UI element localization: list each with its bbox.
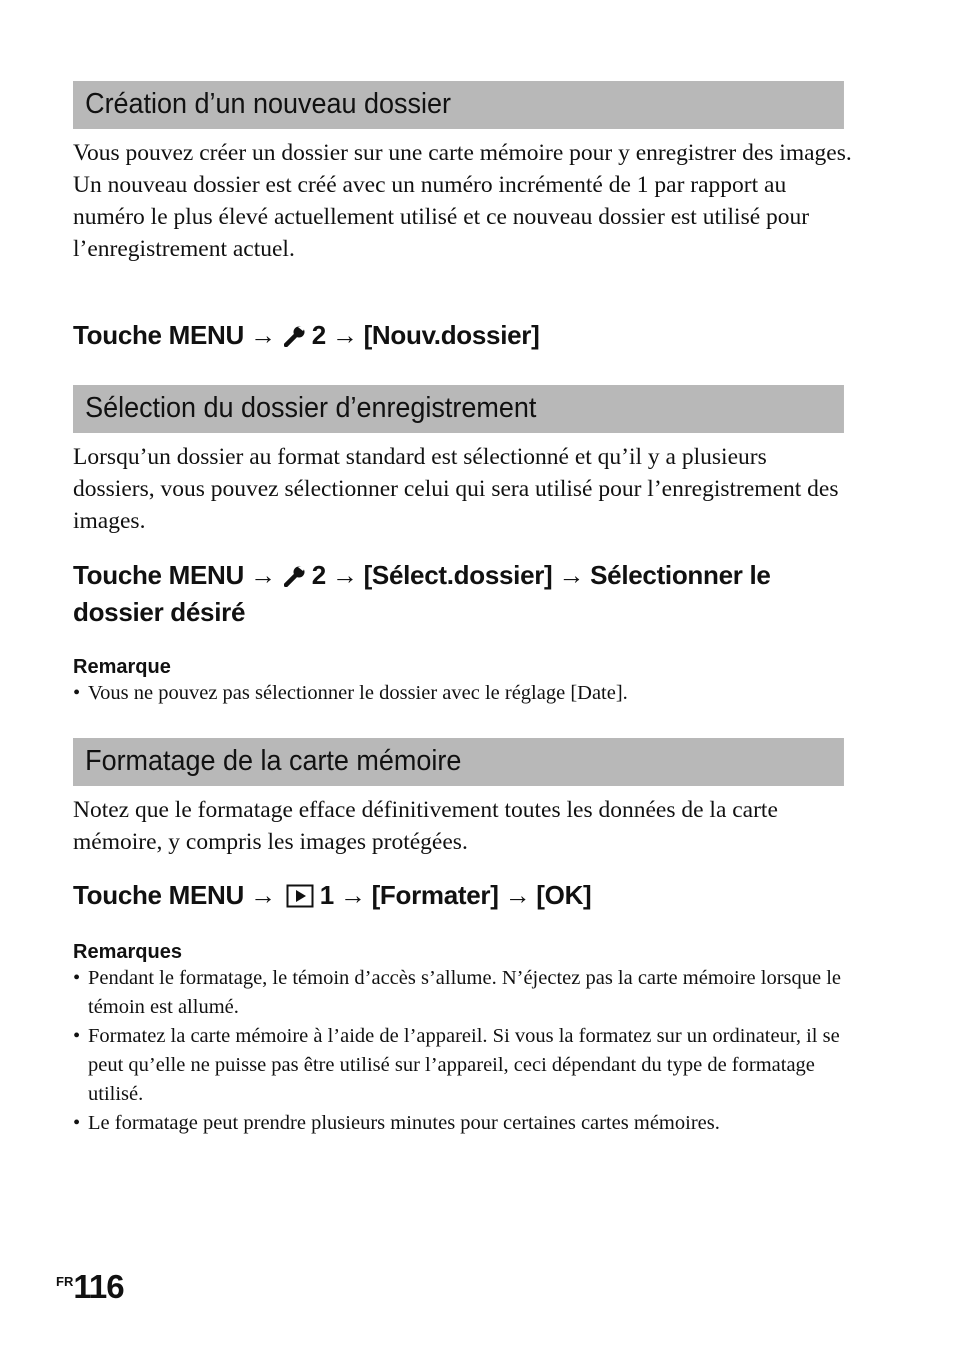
menu-step: [OK] (536, 880, 592, 910)
menu-path (73, 318, 853, 355)
menu-item: [Nouv.dossier] (363, 320, 540, 350)
menu-tab-number: 2 (311, 560, 326, 590)
menu-prefix: Touche MENU (73, 320, 244, 350)
menu-path (73, 558, 853, 629)
arrow-icon: → (339, 880, 366, 910)
arrow-icon: → (250, 880, 276, 910)
paragraph: Un nouveau dossier est créé avec un numéro incrémenté de 1 par rapport au numéro le plus élevé actuellement utilisé et ce nouveau dossier est utilisé pour l’enregistrement actuel. (73, 172, 810, 262)
arrow-icon: → (331, 320, 358, 350)
note-title: Remarque (73, 656, 171, 678)
note-title: Remarques (73, 941, 182, 963)
notes-list (73, 679, 843, 708)
playback-icon (286, 882, 314, 916)
menu-tab-number: 2 (311, 320, 326, 350)
menu-step: Sélectionner le dossier désiré (73, 560, 771, 627)
section-heading-select-folder (73, 385, 844, 433)
note-text: Le formatage peut prendre plusieurs minutes pour certaines cartes mémoires. (88, 1112, 720, 1134)
section-body (73, 137, 853, 265)
arrow-icon: → (558, 560, 585, 590)
bullet: • (73, 1112, 81, 1134)
arrow-icon: → (331, 560, 358, 590)
section-heading-format-card (73, 738, 844, 786)
page-num: 116 (73, 1268, 124, 1305)
section-title: Sélection du dossier d’enregistrement (85, 392, 537, 424)
page-lang: FR (56, 1274, 74, 1289)
list-item (73, 679, 843, 708)
note-text: Formatez la carte mémoire à l’aide de l’appareil. Si vous la formatez sur un ordinateur, il se peut qu’elle ne puisse pas être utilisé sur l’appareil, ceci dépendant du type de formatage utilisé. (88, 1025, 840, 1105)
wrench-icon (284, 561, 308, 595)
list-item (73, 1109, 843, 1138)
paragraph: Notez que le formatage efface définitivement toutes les données de la carte mémoire, y compris les images protégées. (73, 797, 778, 855)
list-item (73, 964, 843, 1022)
section-title: Création d’un nouveau dossier (85, 88, 451, 120)
notes-list (73, 964, 843, 1138)
bullet: • (73, 967, 81, 989)
wrench-icon (284, 321, 308, 355)
paragraph: Lorsqu’un dossier au format standard est sélectionné et qu’il y a plusieurs dossiers, vous pouvez sélectionner celui qui sera utilisé pour l’enregistrement des images. (73, 444, 839, 534)
list-item (73, 1022, 843, 1109)
section-heading-new-folder (73, 81, 844, 129)
note-text: Pendant le formatage, le témoin d’accès s’allume. N’éjectez pas la carte mémoire lorsque le témoin est allumé. (88, 967, 842, 1018)
bullet: • (73, 1025, 81, 1047)
paragraph: Vous pouvez créer un dossier sur une carte mémoire pour y enregistrer des images. (73, 140, 852, 166)
page-number (56, 1268, 124, 1306)
menu-prefix: Touche MENU (73, 880, 244, 910)
arrow-icon: → (250, 560, 276, 590)
arrow-icon: → (504, 880, 531, 910)
section-body (73, 794, 853, 858)
menu-prefix: Touche MENU (73, 560, 244, 590)
menu-path (73, 878, 853, 916)
arrow-icon: → (250, 320, 276, 350)
section-title: Formatage de la carte mémoire (85, 745, 462, 777)
menu-item: [Formater] (371, 880, 499, 910)
section-body (73, 441, 853, 537)
bullet: • (73, 682, 81, 704)
menu-tab-number: 1 (319, 880, 334, 910)
menu-item: [Sélect.dossier] (363, 560, 553, 590)
note-text: Vous ne pouvez pas sélectionner le dossier avec le réglage [Date]. (88, 682, 628, 704)
